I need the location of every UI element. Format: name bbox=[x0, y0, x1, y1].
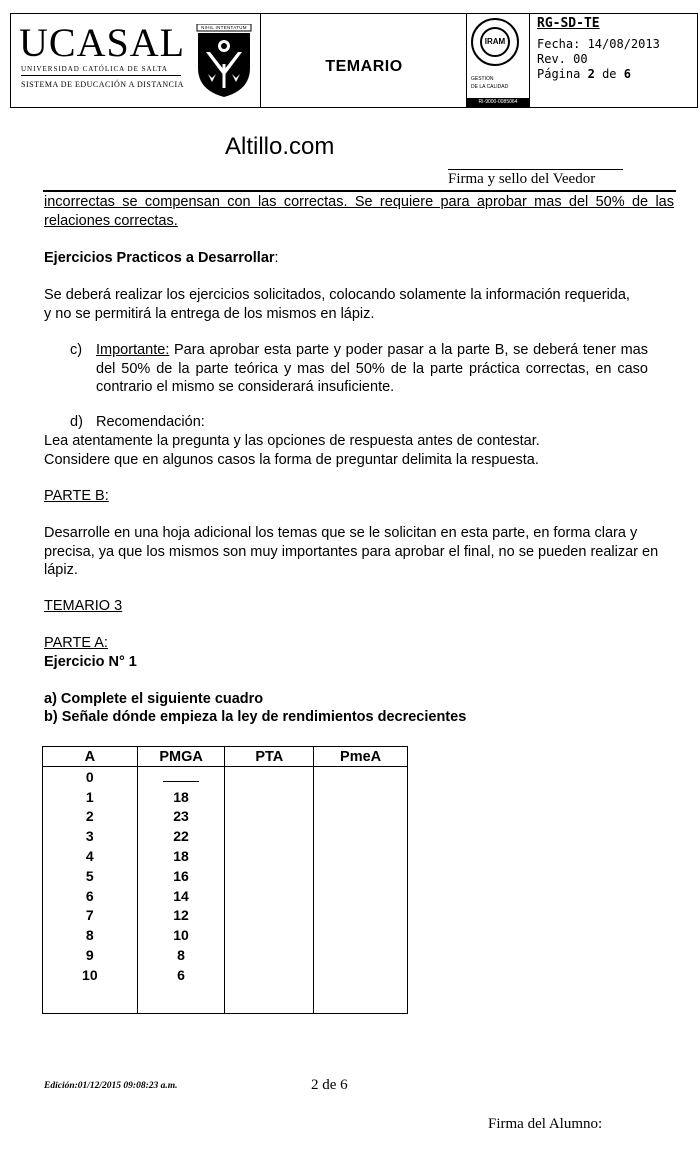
table-row bbox=[43, 945, 408, 965]
item-d-line1: Lea atentamente la pregunta y las opciones de respuesta antes de contestar. bbox=[44, 433, 540, 449]
item-c-paragraph: Importante: Para aprobar esta parte y poder pasar a la parte B, se deberá tener mas del 50% de la parte teórica y mas del 50% de la parte práctica correctas, en caso contrario el mismo se considerará insuficiente. bbox=[96, 342, 648, 395]
table-row bbox=[43, 767, 408, 787]
cell-pmga: 8 bbox=[137, 945, 225, 965]
cell-pmea bbox=[314, 906, 408, 926]
footer-page-number: 2 de 6 bbox=[311, 1077, 348, 1093]
cell-pta bbox=[225, 886, 314, 906]
document-header bbox=[10, 13, 698, 108]
empty-cell bbox=[314, 985, 408, 1014]
header-rule bbox=[43, 190, 676, 192]
cell-a: 9 bbox=[43, 945, 138, 965]
university-crest-icon bbox=[194, 24, 254, 98]
cell-pmga: 12 bbox=[137, 906, 225, 926]
ucasal-logo-text: UCASAL bbox=[19, 20, 186, 65]
logo-divider bbox=[21, 75, 181, 76]
cell-pmea bbox=[314, 925, 408, 945]
cell-pmea bbox=[314, 807, 408, 827]
cell-pta bbox=[225, 826, 314, 846]
iram-gestion-label: GESTION bbox=[471, 76, 494, 82]
table-row bbox=[43, 965, 408, 985]
iram-calidad-label: DE LA CALIDAD bbox=[471, 84, 509, 90]
cell-pmea bbox=[314, 767, 408, 787]
cell-pmea bbox=[314, 965, 408, 985]
empty-cell bbox=[137, 985, 225, 1014]
table-row bbox=[43, 925, 408, 945]
table-row bbox=[43, 866, 408, 886]
item-c-marker: c) bbox=[70, 342, 83, 358]
ejercicios-heading: Ejercicios Practicos a Desarrollar: bbox=[44, 250, 279, 266]
ejercicios-paragraph: Se deberá realizar los ejercicios solicitados, colocando solamente la información requerida, y no se permitirá la entrega de los mismos en lápiz. bbox=[44, 287, 630, 322]
col-header-pmga: PMGA bbox=[137, 747, 225, 767]
university-name: UNIVERSIDAD CATÓLICA DE SALTA bbox=[21, 65, 168, 73]
cell-pmga bbox=[137, 767, 225, 787]
cell-pmga: 23 bbox=[137, 807, 225, 827]
cell-a: 2 bbox=[43, 807, 138, 827]
cell-pmea bbox=[314, 846, 408, 866]
cell-pta bbox=[225, 807, 314, 827]
cell-a: 6 bbox=[43, 886, 138, 906]
watermark: Altillo.com bbox=[225, 133, 335, 160]
empty-cell bbox=[43, 985, 138, 1014]
document-meta bbox=[537, 16, 660, 82]
meta-divider bbox=[529, 14, 530, 107]
distance-education-system: SISTEMA DE EDUCACIÓN A DISTANCIA bbox=[21, 80, 184, 89]
parte-a-heading: PARTE A: bbox=[44, 635, 108, 651]
cell-pta bbox=[225, 925, 314, 945]
doc-page: Página 2 de 6 bbox=[537, 67, 631, 81]
table-header-row bbox=[43, 747, 408, 767]
cell-pta bbox=[225, 767, 314, 787]
item-d-line2: Considere que en algunos casos la forma de preguntar delimita la respuesta. bbox=[44, 452, 539, 468]
iram-logo-icon: IRAM bbox=[471, 18, 519, 66]
cell-a: 8 bbox=[43, 925, 138, 945]
cell-a: 10 bbox=[43, 965, 138, 985]
empty-cell bbox=[225, 985, 314, 1014]
cell-pta bbox=[225, 965, 314, 985]
cell-pmea bbox=[314, 826, 408, 846]
cell-pmea bbox=[314, 787, 408, 807]
table-row bbox=[43, 826, 408, 846]
cell-pta bbox=[225, 945, 314, 965]
crest-motto: NIHIL INTENTATUM bbox=[201, 25, 247, 30]
table-row bbox=[43, 886, 408, 906]
cell-a: 1 bbox=[43, 787, 138, 807]
cell-a: 4 bbox=[43, 846, 138, 866]
cell-a: 0 bbox=[43, 767, 138, 787]
document-title: TEMARIO bbox=[325, 58, 403, 75]
table-row-empty bbox=[43, 985, 408, 1014]
doc-date: Fecha: 14/08/2013 bbox=[537, 37, 660, 51]
cell-pmga: 14 bbox=[137, 886, 225, 906]
question-b: b) Señale dónde empieza la ley de rendimientos decrecientes bbox=[44, 709, 467, 725]
blank-answer-line bbox=[163, 781, 199, 782]
cell-pta bbox=[225, 846, 314, 866]
parte-b-heading: PARTE B: bbox=[44, 488, 109, 504]
item-d-label: Recomendación: bbox=[96, 414, 205, 430]
cell-pmga: 16 bbox=[137, 866, 225, 886]
cell-a: 5 bbox=[43, 866, 138, 886]
col-header-pta: PTA bbox=[225, 747, 314, 767]
cell-pmga: 6 bbox=[137, 965, 225, 985]
temario-3-heading: TEMARIO 3 bbox=[44, 598, 123, 614]
cell-pmea bbox=[314, 866, 408, 886]
iram-code: RI-9000-0085064 bbox=[467, 98, 529, 107]
logo-cell bbox=[11, 14, 261, 107]
cell-pta bbox=[225, 906, 314, 926]
table-row bbox=[43, 846, 408, 866]
ejercicio-1-heading: Ejercicio N° 1 bbox=[44, 654, 137, 670]
cell-pta bbox=[225, 866, 314, 886]
cell-a: 3 bbox=[43, 826, 138, 846]
table-row bbox=[43, 787, 408, 807]
intro-paragraph: incorrectas se compensan con las correctas. Se requiere para aprobar mas del 50% de las relaciones correctas. bbox=[44, 194, 674, 229]
cell-pmea bbox=[314, 886, 408, 906]
cell-a: 7 bbox=[43, 906, 138, 926]
edition-timestamp: Edición:01/12/2015 09:08:23 a.m. bbox=[44, 1081, 178, 1091]
doc-revision: Rev. 00 bbox=[537, 52, 588, 66]
cell-pmga: 18 bbox=[137, 787, 225, 807]
table-row bbox=[43, 906, 408, 926]
table-body bbox=[43, 767, 408, 1014]
doc-code: RG-SD-TE bbox=[537, 16, 600, 31]
cell-pmea bbox=[314, 945, 408, 965]
cell-pta bbox=[225, 787, 314, 807]
cell-pmga: 22 bbox=[137, 826, 225, 846]
veedor-signature-line bbox=[448, 169, 623, 170]
col-header-a: A bbox=[43, 747, 138, 767]
table-row bbox=[43, 807, 408, 827]
cell-pmga: 18 bbox=[137, 846, 225, 866]
item-d-marker: d) bbox=[70, 414, 83, 430]
question-a: a) Complete el siguiente cuadro bbox=[44, 691, 264, 707]
student-signature-label: Firma del Alumno: bbox=[488, 1116, 603, 1132]
iram-certification bbox=[467, 14, 529, 107]
parte-b-paragraph: Desarrolle en una hoja adicional los temas que se le solicitan en esta parte, en forma clara y precisa, ya que los mismos son muy importantes para aprobar el final, no se pueden realizar en lápiz. bbox=[44, 525, 659, 578]
cell-pmga: 10 bbox=[137, 925, 225, 945]
col-header-pmea: PmeA bbox=[314, 747, 408, 767]
production-table bbox=[42, 746, 408, 1014]
veedor-signature-label: Firma y sello del Veedor bbox=[448, 171, 596, 187]
